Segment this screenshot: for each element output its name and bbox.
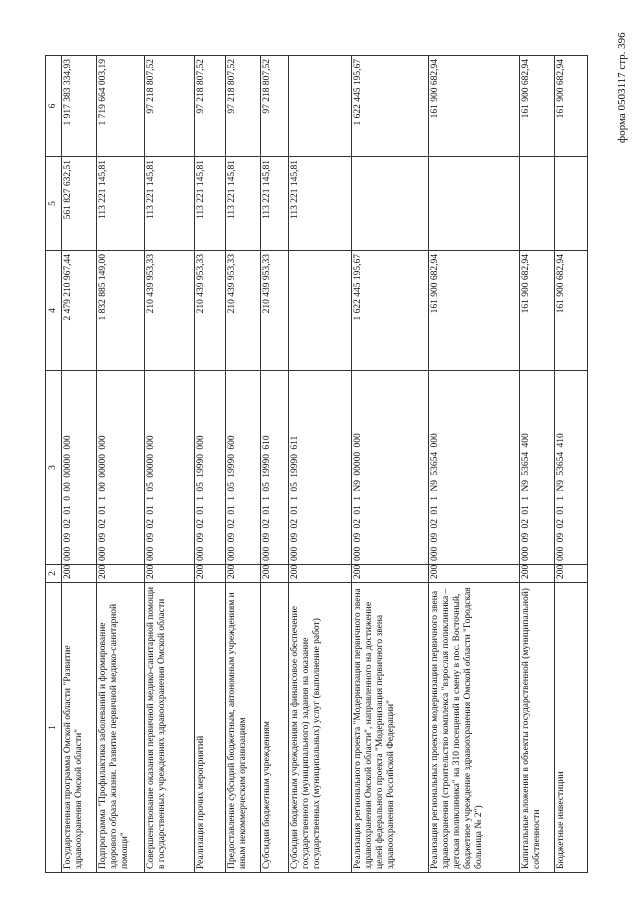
table-row [520, 56, 555, 873]
form-label: форма 0503117 стр. 396 [616, 32, 628, 143]
row-col6: 97 218 807,52 [145, 56, 195, 157]
column-header: 1 [46, 583, 62, 873]
row-col4: 1 622 445 195,67 [352, 251, 428, 371]
column-header: 5 [46, 157, 62, 251]
row-kbk: 000 09 02 01 1 05 19990 610 [260, 371, 288, 565]
row-col5: 113 221 145,81 [195, 157, 226, 251]
row-code: 200 [97, 565, 145, 583]
row-col4: 161 900 682,94 [555, 251, 588, 371]
header-row [46, 56, 62, 873]
row-code: 200 [145, 565, 195, 583]
row-col5 [428, 157, 520, 251]
row-col5: 113 221 145,81 [225, 157, 260, 251]
row-code: 200 [62, 565, 97, 583]
row-col5: 561 827 632,51 [62, 157, 97, 251]
column-header: 4 [46, 251, 62, 371]
row-col4: 210 439 953,33 [225, 251, 260, 371]
row-col4: 210 439 953,33 [145, 251, 195, 371]
table-row [145, 56, 195, 873]
row-kbk: 000 09 02 01 1 05 19990 611 [289, 371, 352, 565]
row-kbk: 000 09 02 01 0 00 00000 000 [62, 371, 97, 565]
table-row [289, 56, 352, 873]
row-col6 [289, 56, 352, 157]
row-kbk: 000 09 02 01 1 05 19990 000 [195, 371, 226, 565]
row-name: Реализация региональных проектов модернизации первичного звена здравоохранения (строительство комплекса "взрослая поликлиника – детская поликлиника" на 310 посещений в смену в пос. Восточный, бюджетное учреждение здравоохранения Омской области "Городская больница № 2") [428, 583, 520, 873]
row-col5: 113 221 145,81 [145, 157, 195, 251]
row-name: Субсидии бюджетным учреждениям на финансовое обеспечение государственного (муниципального) задания на оказание государственных (муниципальных) услуг (выполнение работ) [289, 583, 352, 873]
column-header: 2 [46, 565, 62, 583]
row-col5: 113 221 145,81 [289, 157, 352, 251]
table-row [195, 56, 226, 873]
row-kbk: 000 09 02 01 1 N9 00000 000 [352, 371, 428, 565]
row-col4: 210 439 953,33 [195, 251, 226, 371]
row-col4: 161 900 682,94 [428, 251, 520, 371]
row-name: Реализация регионального проекта "Модернизация первичного звена здравоохранения Омской области", направленного на достижение целей федерального проекта "Модернизация первичного звена здравоохранения Российской Федерации" [352, 583, 428, 873]
row-name: Бюджетные инвестиции [555, 583, 588, 873]
row-kbk: 000 09 02 01 1 N9 53654 000 [428, 371, 520, 565]
row-col5: 113 221 145,81 [260, 157, 288, 251]
row-col6: 1 917 383 334,93 [62, 56, 97, 157]
budget-table [45, 55, 588, 873]
row-col4 [289, 251, 352, 371]
table-row [225, 56, 260, 873]
row-col5 [520, 157, 555, 251]
row-name: Подпрограмма "Профилактика заболеваний и формирование здорового образа жизни. Развитие первичной медико-санитарной помощи" [97, 583, 145, 873]
row-col5 [352, 157, 428, 251]
row-col6: 1 622 445 195,67 [352, 56, 428, 157]
table-row [555, 56, 588, 873]
row-col6: 97 218 807,52 [195, 56, 226, 157]
row-col6: 161 900 682,94 [520, 56, 555, 157]
row-code: 200 [225, 565, 260, 583]
row-col5 [555, 157, 588, 251]
row-code: 200 [352, 565, 428, 583]
column-header: 6 [46, 56, 62, 157]
column-header: 3 [46, 371, 62, 565]
row-name: Субсидии бюджетным учреждениям [260, 583, 288, 873]
row-code: 200 [428, 565, 520, 583]
row-kbk: 000 09 02 01 1 05 00000 000 [145, 371, 195, 565]
row-name: Государственная программа Омской области "Развитие здравоохранения Омской области" [62, 583, 97, 873]
row-col4: 2 479 210 967,44 [62, 251, 97, 371]
table-row [97, 56, 145, 873]
row-col4: 161 900 682,94 [520, 251, 555, 371]
row-code: 200 [289, 565, 352, 583]
row-col6: 97 218 807,52 [260, 56, 288, 157]
row-col4: 210 439 953,33 [260, 251, 288, 371]
table-row [352, 56, 428, 873]
row-col6: 97 218 807,52 [225, 56, 260, 157]
table-row [428, 56, 520, 873]
row-code: 200 [520, 565, 555, 583]
row-col4: 1 832 885 149,00 [97, 251, 145, 371]
row-kbk: 000 09 02 01 1 05 19990 600 [225, 371, 260, 565]
table-row [62, 56, 97, 873]
row-name: Совершенствование оказания первичной медико-санитарной помощи в государственных учреждениях здравоохранения Омской области [145, 583, 195, 873]
row-col6: 161 900 682,94 [428, 56, 520, 157]
row-name: Предоставление субсидий бюджетным, автономным учреждениям и иным некоммерческим организациям [225, 583, 260, 873]
row-code: 200 [555, 565, 588, 583]
row-kbk: 000 09 02 01 1 00 00000 000 [97, 371, 145, 565]
row-col6: 161 900 682,94 [555, 56, 588, 157]
table-row [260, 56, 288, 873]
row-kbk: 000 09 02 01 1 N9 53654 410 [555, 371, 588, 565]
row-kbk: 000 09 02 01 1 N9 53654 400 [520, 371, 555, 565]
row-col5: 113 221 145,81 [97, 157, 145, 251]
row-code: 200 [195, 565, 226, 583]
row-name: Капитальные вложения в объекты государственной (муниципальной) собственности [520, 583, 555, 873]
row-name: Реализация прочих мероприятий [195, 583, 226, 873]
row-code: 200 [260, 565, 288, 583]
row-col6: 1 719 664 003,19 [97, 56, 145, 157]
